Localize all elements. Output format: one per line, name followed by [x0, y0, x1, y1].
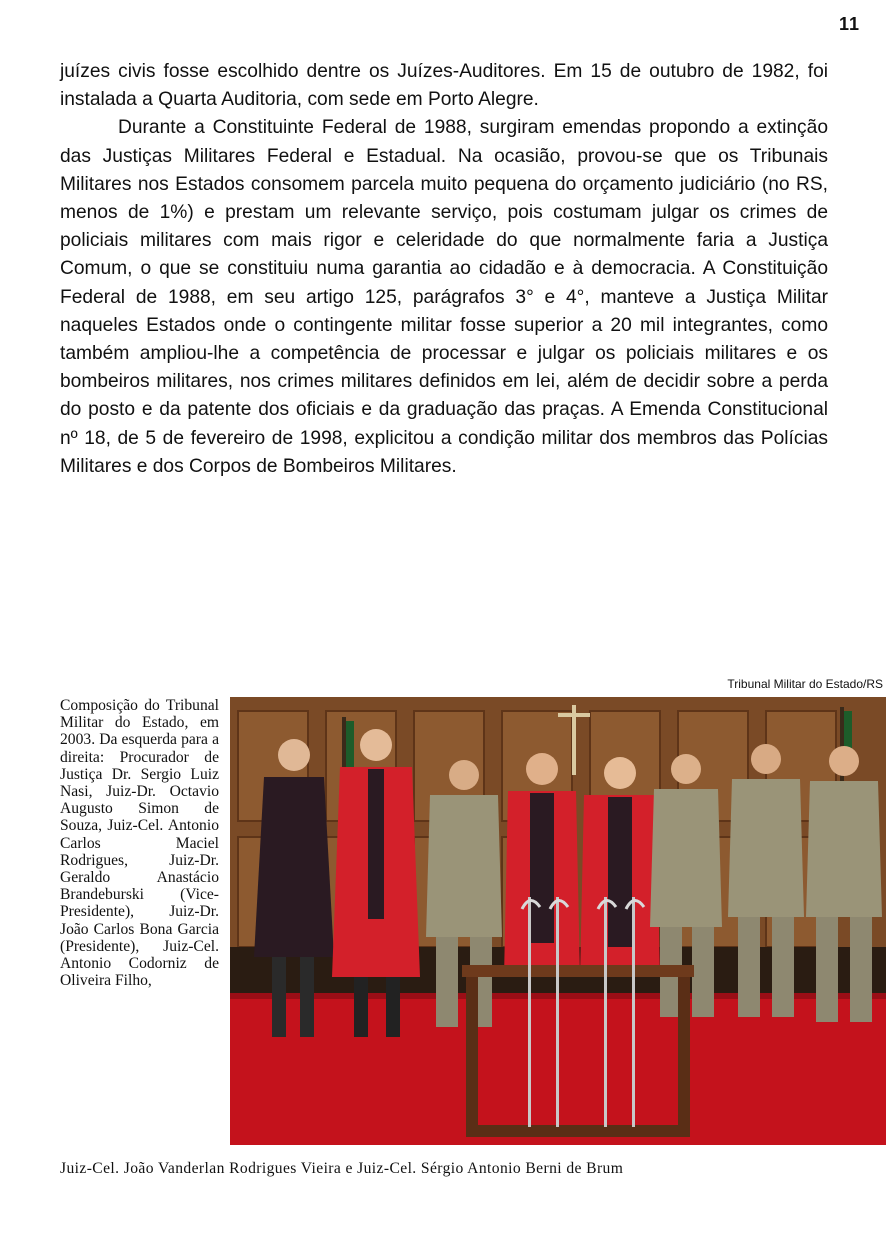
- page-number: 11: [838, 14, 860, 34]
- paragraph-2: Durante a Constituinte Federal de 1988, surgiram emendas propondo a extinção das Justiças Militares Federal e Estadual. Na ocasião, provou-se que os Tribunais Militares nos Estados consomem parcela muito pequena do orçamento judiciário (no RS, menos de 1%) e prestam um relevante serviço, pois costumam julgar os crimes de policiais militares com mais rigor e celeridade do que normalmente faria a Justiça Comum, o que se constituiu numa garantia ao cidadão e à democracia. A Constituição Federal de 1988, em seu artigo 125, parágrafos 3° e 4°, manteve a Justiça Militar naqueles Estados onde o contingente militar fosse superior a 20 mil integrantes, como também ampliou-lhe a competência de processar e julgar os policiais militares e os bombeiros militares, nos crimes militares definidos em lei, além de decidir sobre a perda do posto e da patente dos oficiais e da graduação das praças. A Emenda Constitucional nº 18, de 5 de fevereiro de 1998, explicitou a condição militar dos membros das Polícias Militares e dos Corpos de Bombeiros Militares.: [60, 117, 828, 477]
- group-photo: [230, 697, 886, 1145]
- photo-caption-bottom: Juiz-Cel. João Vanderlan Rodrigues Vieira e Juiz-Cel. Sérgio Antonio Berni de Brum: [60, 1160, 624, 1177]
- paragraph-1: juízes civis fosse escolhido dentre os Juízes-Auditores. Em 15 de outubro de 1982, foi instalada a Quarta Auditoria, com sede em Porto Alegre.: [60, 61, 828, 111]
- body-text: [60, 58, 828, 481]
- photo-credit: Tribunal Militar do Estado/RS: [727, 677, 883, 691]
- photo-caption-side: Composição do Tribunal Militar do Estado, em 2003. Da esquerda para a direita: Procurador de Justiça Dr. Sergio Luiz Nasi, Juiz-Dr. Octavio Augusto Simon de Souza, Juiz-Cel. Antonio Carlos Maciel Rodrigues, Juiz-Dr. Geraldo Anastácio Brandeburski (Vice-Presidente), Juiz-Dr. João Carlos Bona Garcia (Presidente), Juiz-Cel. Antonio Codorniz de Oliveira Filho,: [60, 697, 219, 990]
